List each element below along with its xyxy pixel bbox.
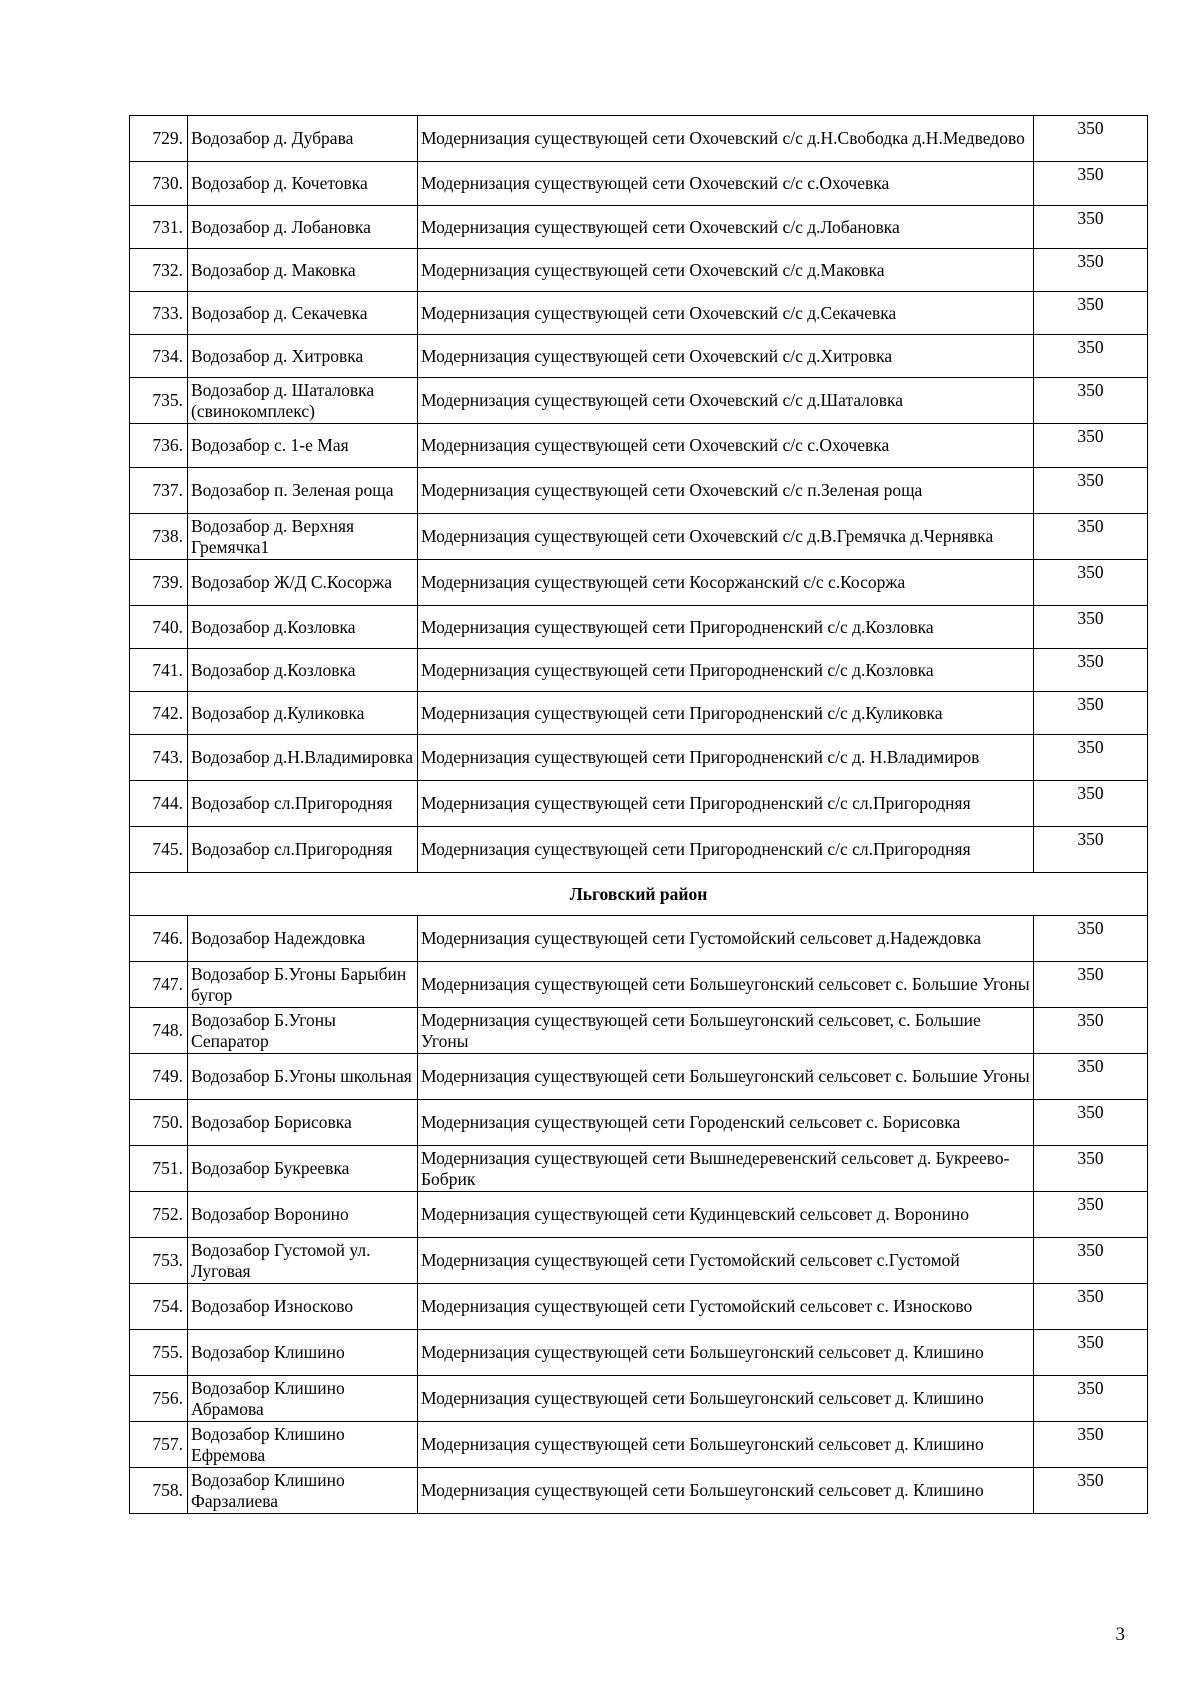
value-cell: 350	[1034, 1422, 1148, 1468]
intake-name-cell: Водозабор Б.Угоны Барыбин бугор	[188, 962, 418, 1008]
table-row	[130, 560, 1148, 606]
value-cell: 350	[1034, 1054, 1148, 1100]
intake-name-cell: Водозабор д.Козловка	[188, 649, 418, 692]
value-cell: 350	[1034, 606, 1148, 649]
description-cell: Модернизация существующей сети Пригородненский с/с д. Н.Владимиров	[418, 735, 1034, 781]
table-row	[130, 1284, 1148, 1330]
intake-name-cell: Водозабор Ж/Д С.Косоржа	[188, 560, 418, 606]
table-row	[130, 1008, 1148, 1054]
table-row	[130, 962, 1148, 1008]
description-cell: Модернизация существующей сети Большеугонский сельсовет, с. Большие Угоны	[418, 1008, 1034, 1054]
intake-name-cell: Водозабор Надеждовка	[188, 916, 418, 962]
intake-name-cell: Водозабор Букреевка	[188, 1146, 418, 1192]
value-cell: 350	[1034, 1330, 1148, 1376]
table-row	[130, 378, 1148, 424]
value-cell: 350	[1034, 962, 1148, 1008]
value-cell: 350	[1034, 1238, 1148, 1284]
row-number-cell: 729.	[130, 116, 188, 162]
intake-name-cell: Водозабор д.Куликовка	[188, 692, 418, 735]
row-number-cell: 736.	[130, 424, 188, 468]
description-cell: Модернизация существующей сети Вышнедеревенский сельсовет д. Букреево-Бобрик	[418, 1146, 1034, 1192]
value-cell: 350	[1034, 781, 1148, 827]
value-cell: 350	[1034, 735, 1148, 781]
value-cell: 350	[1034, 827, 1148, 873]
table-row	[130, 1192, 1148, 1238]
value-cell: 350	[1034, 1468, 1148, 1514]
description-cell: Модернизация существующей сети Пригородненский с/с сл.Пригородняя	[418, 781, 1034, 827]
intake-name-cell: Водозабор Клишино	[188, 1330, 418, 1376]
description-cell: Модернизация существующей сети Охочевский с/с д.В.Гремячка д.Чернявка	[418, 514, 1034, 560]
table-row	[130, 162, 1148, 206]
value-cell: 350	[1034, 162, 1148, 206]
description-cell: Модернизация существующей сети Густомойский сельсовет с. Износково	[418, 1284, 1034, 1330]
value-cell: 350	[1034, 916, 1148, 962]
value-cell: 350	[1034, 1100, 1148, 1146]
table-row	[130, 206, 1148, 249]
table-row	[130, 827, 1148, 873]
description-cell: Модернизация существующей сети Пригородненский с/с сл.Пригородняя	[418, 827, 1034, 873]
intake-name-cell: Водозабор Борисовка	[188, 1100, 418, 1146]
description-cell: Модернизация существующей сети Охочевский с/с д.Шаталовка	[418, 378, 1034, 424]
description-cell: Модернизация существующей сети Охочевский с/с д.Лобановка	[418, 206, 1034, 249]
value-cell: 350	[1034, 560, 1148, 606]
row-number-cell: 758.	[130, 1468, 188, 1514]
intake-name-cell: Водозабор д. Лобановка	[188, 206, 418, 249]
description-cell: Модернизация существующей сети Городенский сельсовет с. Борисовка	[418, 1100, 1034, 1146]
intake-name-cell: Водозабор д. Верхняя Гремячка1	[188, 514, 418, 560]
row-number-cell: 745.	[130, 827, 188, 873]
intake-name-cell: Водозабор п. Зеленая роща	[188, 468, 418, 514]
intake-name-cell: Водозабор Клишино Ефремова	[188, 1422, 418, 1468]
table-row	[130, 1422, 1148, 1468]
intake-name-cell: Водозабор Износково	[188, 1284, 418, 1330]
row-number-cell: 751.	[130, 1146, 188, 1192]
description-cell: Модернизация существующей сети Большеугонский сельсовет с. Большие Угоны	[418, 962, 1034, 1008]
intake-name-cell: Водозабор Б.Угоны школьная	[188, 1054, 418, 1100]
value-cell: 350	[1034, 1376, 1148, 1422]
value-cell: 350	[1034, 378, 1148, 424]
table-row	[130, 249, 1148, 292]
water-intake-table	[129, 115, 1148, 1514]
row-number-cell: 746.	[130, 916, 188, 962]
value-cell: 350	[1034, 1008, 1148, 1054]
row-number-cell: 753.	[130, 1238, 188, 1284]
intake-name-cell: Водозабор д. Дубрава	[188, 116, 418, 162]
row-number-cell: 737.	[130, 468, 188, 514]
section-heading: Льговский район	[130, 873, 1148, 916]
table-row	[130, 1054, 1148, 1100]
row-number-cell: 747.	[130, 962, 188, 1008]
table-row	[130, 1330, 1148, 1376]
table-row	[130, 1146, 1148, 1192]
table-row	[130, 335, 1148, 378]
description-cell: Модернизация существующей сети Большеугонский сельсовет с. Большие Угоны	[418, 1054, 1034, 1100]
description-cell: Модернизация существующей сети Кудинцевский сельсовет д. Воронино	[418, 1192, 1034, 1238]
table-row	[130, 424, 1148, 468]
description-cell: Модернизация существующей сети Охочевский с/с д.Хитровка	[418, 335, 1034, 378]
table-row	[130, 1100, 1148, 1146]
row-number-cell: 738.	[130, 514, 188, 560]
table-row	[130, 468, 1148, 514]
value-cell: 350	[1034, 649, 1148, 692]
row-number-cell: 748.	[130, 1008, 188, 1054]
row-number-cell: 740.	[130, 606, 188, 649]
table-row	[130, 1376, 1148, 1422]
description-cell: Модернизация существующей сети Охочевский с/с с.Охочевка	[418, 424, 1034, 468]
description-cell: Модернизация существующей сети Косоржанский с/с с.Косоржа	[418, 560, 1034, 606]
intake-name-cell: Водозабор с. 1-е Мая	[188, 424, 418, 468]
value-cell: 350	[1034, 116, 1148, 162]
intake-name-cell: Водозабор Б.Угоны Сепаратор	[188, 1008, 418, 1054]
intake-name-cell: Водозабор Воронино	[188, 1192, 418, 1238]
intake-name-cell: Водозабор д.Козловка	[188, 606, 418, 649]
value-cell: 350	[1034, 1146, 1148, 1192]
row-number-cell: 757.	[130, 1422, 188, 1468]
intake-name-cell: Водозабор д. Секачевка	[188, 292, 418, 335]
row-number-cell: 730.	[130, 162, 188, 206]
table-row	[130, 1468, 1148, 1514]
value-cell: 350	[1034, 468, 1148, 514]
description-cell: Модернизация существующей сети Пригородненский с/с д.Козловка	[418, 649, 1034, 692]
table-row	[130, 116, 1148, 162]
value-cell: 350	[1034, 206, 1148, 249]
intake-name-cell: Водозабор Клишино Фарзалиева	[188, 1468, 418, 1514]
table-row	[130, 735, 1148, 781]
value-cell: 350	[1034, 335, 1148, 378]
row-number-cell: 731.	[130, 206, 188, 249]
row-number-cell: 744.	[130, 781, 188, 827]
description-cell: Модернизация существующей сети Большеугонский сельсовет д. Клишино	[418, 1330, 1034, 1376]
value-cell: 350	[1034, 514, 1148, 560]
row-number-cell: 754.	[130, 1284, 188, 1330]
row-number-cell: 743.	[130, 735, 188, 781]
description-cell: Модернизация существующей сети Охочевский с/с с.Охочевка	[418, 162, 1034, 206]
description-cell: Модернизация существующей сети Охочевский с/с д.Н.Свободка д.Н.Медведово	[418, 116, 1034, 162]
row-number-cell: 739.	[130, 560, 188, 606]
intake-name-cell: Водозабор сл.Пригородняя	[188, 827, 418, 873]
description-cell: Модернизация существующей сети Охочевский с/с д.Секачевка	[418, 292, 1034, 335]
table-row	[130, 606, 1148, 649]
value-cell: 350	[1034, 292, 1148, 335]
intake-name-cell: Водозабор д. Кочетовка	[188, 162, 418, 206]
intake-name-cell: Водозабор Клишино Абрамова	[188, 1376, 418, 1422]
description-cell: Модернизация существующей сети Большеугонский сельсовет д. Клишино	[418, 1376, 1034, 1422]
value-cell: 350	[1034, 1284, 1148, 1330]
description-cell: Модернизация существующей сети Охочевский с/с п.Зеленая роща	[418, 468, 1034, 514]
description-cell: Модернизация существующей сети Густомойский сельсовет д.Надеждовка	[418, 916, 1034, 962]
intake-name-cell: Водозабор Густомой ул. Луговая	[188, 1238, 418, 1284]
row-number-cell: 735.	[130, 378, 188, 424]
table-row	[130, 781, 1148, 827]
row-number-cell: 752.	[130, 1192, 188, 1238]
table-row	[130, 292, 1148, 335]
description-cell: Модернизация существующей сети Густомойский сельсовет с.Густомой	[418, 1238, 1034, 1284]
row-number-cell: 750.	[130, 1100, 188, 1146]
description-cell: Модернизация существующей сети Охочевский с/с д.Маковка	[418, 249, 1034, 292]
description-cell: Модернизация существующей сети Пригородненский с/с д.Куликовка	[418, 692, 1034, 735]
section-row	[130, 873, 1148, 916]
table-row	[130, 649, 1148, 692]
row-number-cell: 734.	[130, 335, 188, 378]
row-number-cell: 749.	[130, 1054, 188, 1100]
value-cell: 350	[1034, 424, 1148, 468]
intake-name-cell: Водозабор сл.Пригородняя	[188, 781, 418, 827]
description-cell: Модернизация существующей сети Большеугонский сельсовет д. Клишино	[418, 1468, 1034, 1514]
intake-name-cell: Водозабор д. Маковка	[188, 249, 418, 292]
description-cell: Модернизация существующей сети Пригородненский с/с д.Козловка	[418, 606, 1034, 649]
page-number: 3	[1115, 1624, 1125, 1645]
table-body	[130, 116, 1148, 1514]
row-number-cell: 733.	[130, 292, 188, 335]
value-cell: 350	[1034, 1192, 1148, 1238]
row-number-cell: 742.	[130, 692, 188, 735]
description-cell: Модернизация существующей сети Большеугонский сельсовет д. Клишино	[418, 1422, 1034, 1468]
row-number-cell: 756.	[130, 1376, 188, 1422]
table-row	[130, 1238, 1148, 1284]
value-cell: 350	[1034, 692, 1148, 735]
table-row	[130, 514, 1148, 560]
row-number-cell: 741.	[130, 649, 188, 692]
value-cell: 350	[1034, 249, 1148, 292]
intake-name-cell: Водозабор д. Шаталовка (свинокомплекс)	[188, 378, 418, 424]
row-number-cell: 732.	[130, 249, 188, 292]
table-row	[130, 916, 1148, 962]
row-number-cell: 755.	[130, 1330, 188, 1376]
intake-name-cell: Водозабор д.Н.Владимировка	[188, 735, 418, 781]
table-row	[130, 692, 1148, 735]
intake-name-cell: Водозабор д. Хитровка	[188, 335, 418, 378]
